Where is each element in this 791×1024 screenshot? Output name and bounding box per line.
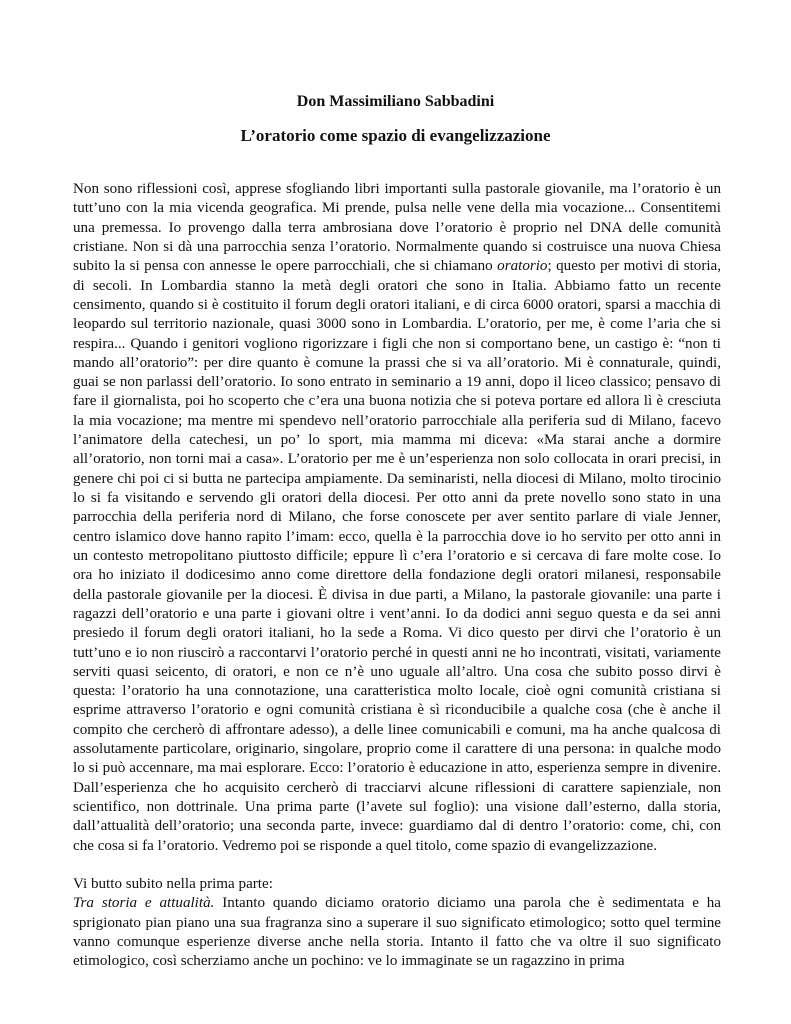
paragraph-1-italic-word: oratorio bbox=[497, 258, 548, 275]
paragraph-2-text: Intanto quando diciamo oratorio diciamo una parola che è sedimentata e ha sprigionato pian piano una sua fragranza sino a superare il suo significato etimologico; sotto quel termine vanno comunque esperienze diverse anche nella storia. Intanto il fatto che va oltre il suo significato etimologico, così scherziamo anche un pochino: ve lo immaginate se un ragazzino in prima bbox=[73, 895, 721, 970]
document-title: L’oratorio come spazio di evangelizzazione bbox=[240, 126, 551, 145]
section-heading-italic: Tra storia e attualità. bbox=[73, 895, 215, 912]
paragraph-intro bbox=[73, 180, 721, 856]
paragraph-2-intro: Vi butto subito nella prima parte: bbox=[73, 875, 273, 892]
paragraph-1-text-a: Non sono riflessioni così, apprese sfogliando libri importanti sulla pastorale giovanile, ma l’oratorio è un tutt’uno con la mia vicenda geografica. Mi prende, pulsa nelle vene della mia vocazione... Consentitemi una premessa. Io provengo dalla terra ambrosiana dove l’oratorio è proprio nel DNA delle comunità cristiane. Non si dà una parrocchia senza l’oratorio. Normalmente quando si costruisce una nuova Chiesa subito la si pensa con annesse le opere parrocchiali, che si chiamano bbox=[73, 181, 721, 275]
paragraph-gap bbox=[73, 856, 721, 875]
author-name: Don Massimiliano Sabbadini bbox=[296, 93, 495, 110]
paragraph-1-text-b: ; questo per motivi di storia, di secoli. In Lombardia stanno la metà degli oratori che sono in Italia. Abbiamo fatto un recente censimento, quando si è costituito il forum degli oratori italiani, e di circa 6000 oratori, sparsi a macchia di leopardo sul territorio nazionale, quasi 3000 sono in Lombardia. L’oratorio, per me, è come l’aria che si respira... Quando i genitori vogliono rigorizzare i figli che non si comportano bene, un castigo è: “non ti mando all’oratorio”: per dire quanto è comune la prassi che si va all’oratorio. Mi è connaturale, quindi, guai se non parlassi dell’oratorio. Io sono entrato in seminario a 19 anni, dopo il liceo classico; pensavo di fare il giornalista, poi ho scoperto che c’era una buona notizia che si poteva portare ed allora lì è cresciuta la mia vocazione; ma mentre mi spendevo nell’oratorio parrocchiale alla periferia sud di Milano, facevo l’animatore della catechesi, un po’ lo sport, mia mamma mi diceva: «Ma starai anche a dormire all’oratorio, non torni mai a casa». L’oratorio per me è un’esperienza non solo collocata in orari precisi, in genere chi poi ci si butta ne partecipa ampiamente. Da seminaristi, nella diocesi di Milano, molto tirocinio lo si fa visitando e servendo gli oratori della diocesi. Per otto anni da prete novello sono stato in una parrocchia della periferia nord di Milano, che forse conoscete per aver sentito parlare di viale Jenner, centro islamico dove hanno rapito l’imam: ecco, quella è la parrocchia dove io ho servito per otto anni in un contesto metropolitano piuttosto difficile; eppure lì c’era l’oratorio e si cercava di fare molte cose. Io ora ho iniziato il dodicesimo anno come direttore della fondazione degli oratori milanesi, responsabile della pastorale giovanile per la diocesi. È divisa in due parti, a Milano, la pastorale giovanile: una parte i ragazzi dell’oratorio e una parte i giovani oltre i vent’anni. Io da dodici anni seguo questa e da sei anni presiedo il forum degli oratori italiani, ho la sede a Roma. Vi dico questo per dirvi che l’oratorio è un tutt’uno e io non riuscirò a raccontarvi l’oratorio perché in questi anni ne ho incontrati, visitati, variamente serviti quasi seicento, di oratori, e non ce n’è uno uguale all’altro. Una cosa che subito posso dirvi è questa: l’oratorio ha una connotazione, una caratteristica molto locale, cioè ogni comunità cristiana si esprime attraverso l’oratorio e ogni comunità cristiana è sì riconducibile a qualche cosa (che è anche il compito che cercherò di affrontare adesso), a delle linee comunicabili e comuni, ma ha anche qualcosa di assolutamente particolare, originario, singolare, proprio come il carattere di una persona: in qualche modo lo si può accennare, ma mai esplorare. Ecco: l’oratorio è educazione in atto, esperienza sempre in divenire. Dall’esperienza che ho acquisito cercherò di tracciarvi alcune riflessioni di carattere sapienziale, non scientifico, non dottrinale. Una prima parte (l’avete sul foglio): una visione dall’esterno, dalla storia, dall’attualità dell’oratorio; una seconda parte, invece: guardiamo dal di dentro l’oratorio: come, chi, con che cosa si fa l’oratorio. Vedremo poi se risponde a quel titolo, come spazio di evangelizzazione. bbox=[73, 258, 722, 854]
document-body bbox=[73, 180, 721, 972]
paragraph-2 bbox=[73, 894, 721, 971]
